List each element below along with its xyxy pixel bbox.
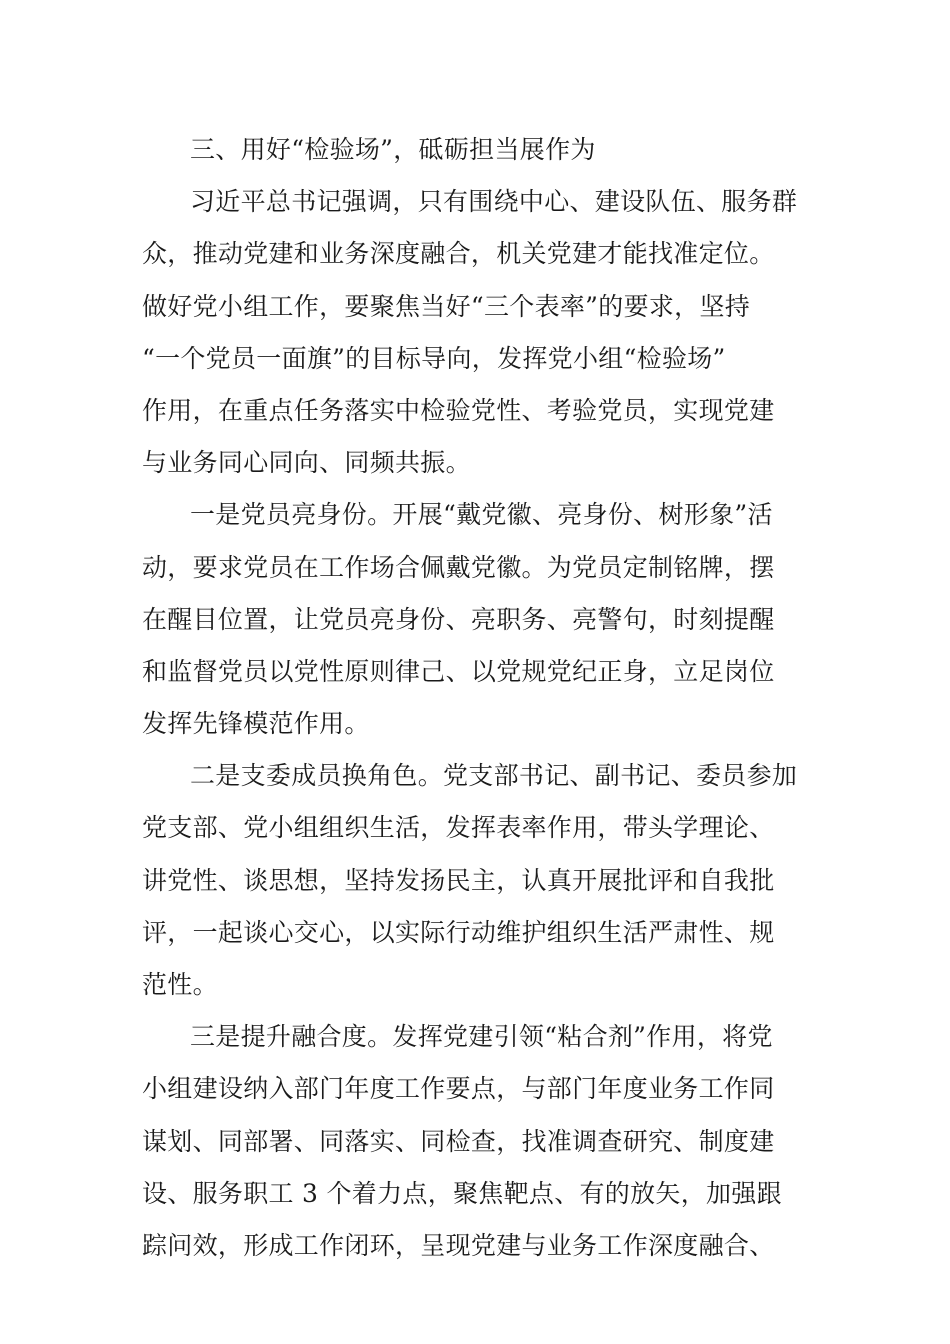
paragraph-line: 踪问效，形成工作闭环，呈现党建与业务工作深度融合、 xyxy=(142,1230,775,1260)
paragraph-line: 范性。 xyxy=(142,970,218,999)
paragraph-line: 习近平总书记强调，只有围绕中心、建设队伍、服务群 xyxy=(190,187,798,217)
paragraph-line: 评，一起谈心交心，以实际行动维护组织生活严肃性、规 xyxy=(142,917,775,947)
paragraph-line: 一是党员亮身份。开展“戴党徽、亮身份、树形象”活 xyxy=(190,500,773,530)
paragraph-line: 动，要求党员在工作场合佩戴党徽。为党员定制铭牌，摆 xyxy=(142,552,775,582)
document-body xyxy=(142,124,810,1272)
paragraph-line: 做好党小组工作，要聚焦当好“三个表率”的要求，坚持 xyxy=(142,291,751,321)
paragraph-line: 在醒目位置，让党员亮身份、亮职务、亮警句，时刻提醒 xyxy=(142,604,775,634)
paragraph-line: 谋划、同部署、同落实、同检查，找准调查研究、制度建 xyxy=(142,1126,775,1156)
paragraph-line: 党支部、党小组组织生活，发挥表率作用，带头学理论、 xyxy=(142,813,775,843)
paragraph-line: 作用，在重点任务落实中检验党性、考验党员，实现党建 xyxy=(142,395,775,425)
paragraph-line: 与业务同心同向、同频共振。 xyxy=(142,448,471,478)
paragraph-line: 设、服务职工 3 个着力点，聚焦靶点、有的放矢，加强跟 xyxy=(142,1178,782,1208)
paragraph-line: 讲党性、谈思想，坚持发扬民主，认真开展批评和自我批 xyxy=(142,865,775,895)
paragraph-line: 二是支委成员换角色。党支部书记、副书记、委员参加 xyxy=(190,761,798,791)
paragraph-line: 小组建设纳入部门年度工作要点，与部门年度业务工作同 xyxy=(142,1074,775,1104)
paragraph-line: “一个党员一面旗”的目标导向，发挥党小组“检验场” xyxy=(142,343,726,373)
paragraph-line: 和监督党员以党性原则律己、以党规党纪正身，立足岗位 xyxy=(142,656,775,686)
paragraph-line: 发挥先锋模范作用。 xyxy=(142,709,370,739)
section-heading: 三、用好“检验场”，砥砺担当展作为 xyxy=(190,135,596,164)
paragraph-line: 众，推动党建和业务深度融合，机关党建才能找准定位。 xyxy=(142,239,775,269)
paragraph-line: 三是提升融合度。发挥党建引领“粘合剂”作用，将党 xyxy=(190,1022,773,1052)
